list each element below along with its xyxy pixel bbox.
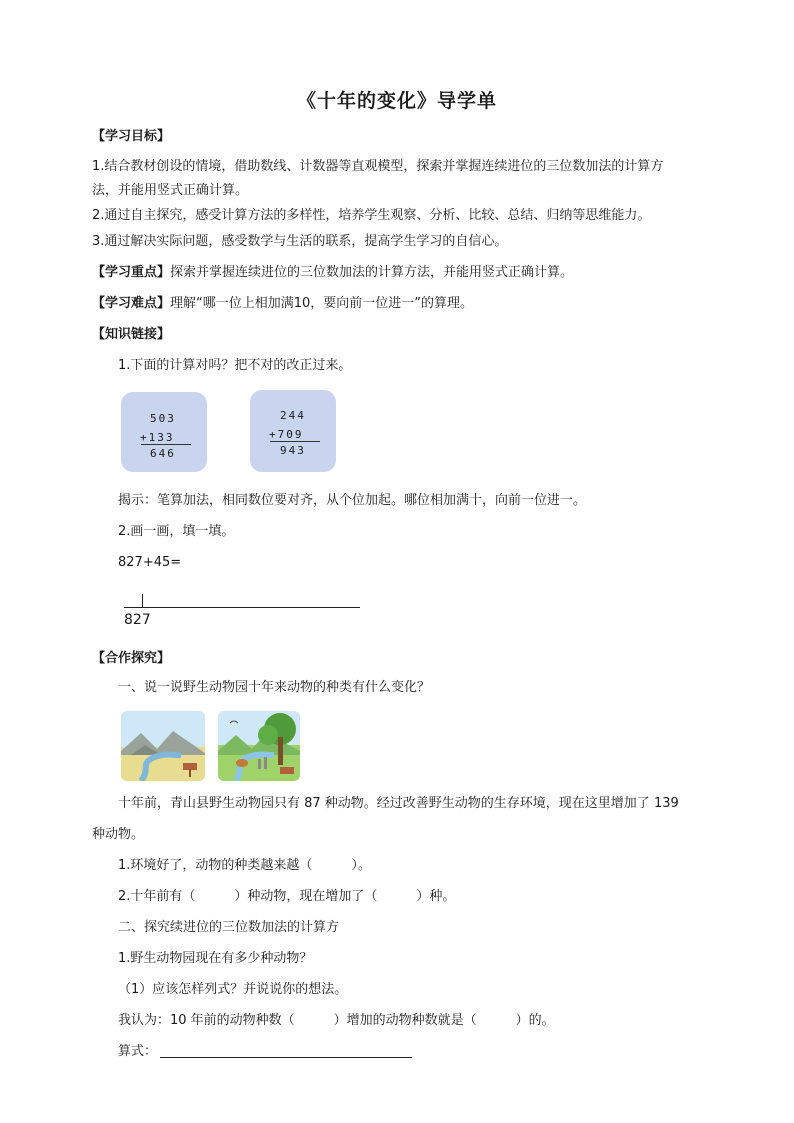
calc-1-result: 646 — [150, 447, 176, 460]
number-line-axis — [124, 607, 360, 608]
difficulty-heading: 【学习难点】 — [92, 296, 171, 311]
knowledge-heading: 【知识链接】 — [92, 327, 171, 342]
calc-2-addend: +709 — [269, 428, 304, 441]
calc-1-line — [141, 444, 191, 445]
expression: 827+45= — [118, 555, 182, 570]
number-line[interactable] — [124, 594, 360, 610]
story-line-2: 种动物。 — [92, 827, 145, 842]
explore-question-2[interactable]: 2.十年前有（ ）种动物，现在增加了（ ）种。 — [118, 889, 456, 904]
explore-question-3a: （1）应该怎样列式？并说说你的想法。 — [118, 982, 348, 997]
explore-question-3: 1.野生动物园现在有多少种动物？ — [118, 951, 313, 966]
calc-2-line — [270, 441, 320, 442]
difficulty-text: 理解“哪一位上相加满10，要向前一位进一”的算理。 — [170, 296, 474, 311]
calculation-card-1 — [121, 392, 207, 472]
think-sentence[interactable]: 我认为：10 年前的动物种数（ ）增加的动物种数就是（ ）的。 — [118, 1013, 555, 1028]
hint-text: 揭示：笔算加法，相同数位要对齐，从个位加起。哪位相加满十，向前一位进一。 — [118, 493, 587, 508]
formula-label: 算式： — [118, 1044, 158, 1059]
number-line-tick — [142, 594, 143, 608]
explore-part-2: 二、探究续进位的三位数加法的计算方 — [118, 920, 340, 935]
calculation-card-2 — [250, 390, 336, 472]
goal-3: 3.通过解决实际问题，感受数学与生活的联系，提高学生学习的自信心。 — [92, 234, 508, 249]
formula-answer-line[interactable] — [160, 1057, 412, 1058]
knowledge-question-1: 1.下面的计算对吗？把不对的改正过来。 — [118, 358, 352, 373]
calc-2-top: 244 — [280, 409, 306, 422]
zoo-now-image — [218, 711, 300, 781]
page-title: 《十年的变化》导学单 — [296, 90, 497, 112]
calc-2-result: 943 — [280, 444, 306, 457]
difficulty-line — [92, 294, 473, 314]
focus-line — [92, 263, 573, 283]
explore-part-1: 一、说一说野生动物园十年来动物的种类有什么变化？ — [118, 680, 431, 695]
explore-question-1[interactable]: 1.环境好了，动物的种类越来越（ ）。 — [118, 858, 371, 873]
goal-1-line-2: 法，并能用竖式正确计算。 — [92, 183, 249, 198]
goal-1-line-1: 1.结合教材创设的情境，借助数线、计数器等直观模型，探索并掌握连续进位的三位数加法的计算方 — [92, 159, 664, 174]
focus-text: 探索并掌握连续进位的三位数加法的计算方法，并能用竖式正确计算。 — [170, 265, 574, 280]
focus-heading: 【学习重点】 — [92, 265, 171, 280]
goal-2: 2.通过自主探究，感受计算方法的多样性，培养学生观察、分析、比较、总结、归纳等思维能力。 — [92, 208, 651, 223]
story-line-1: 十年前，青山县野生动物园只有 87 种动物。经过改善野生动物的生存环境，现在这里增加了 139 — [118, 796, 679, 811]
calc-1-top: 503 — [150, 412, 176, 425]
goals-heading: 【学习目标】 — [92, 129, 171, 144]
zoo-past-image — [121, 711, 205, 781]
knowledge-question-2: 2.画一画，填一填。 — [118, 524, 235, 539]
calc-1-addend: +133 — [140, 431, 175, 444]
number-line-start-label: 827 — [124, 612, 151, 628]
explore-heading: 【合作探究】 — [92, 651, 171, 666]
